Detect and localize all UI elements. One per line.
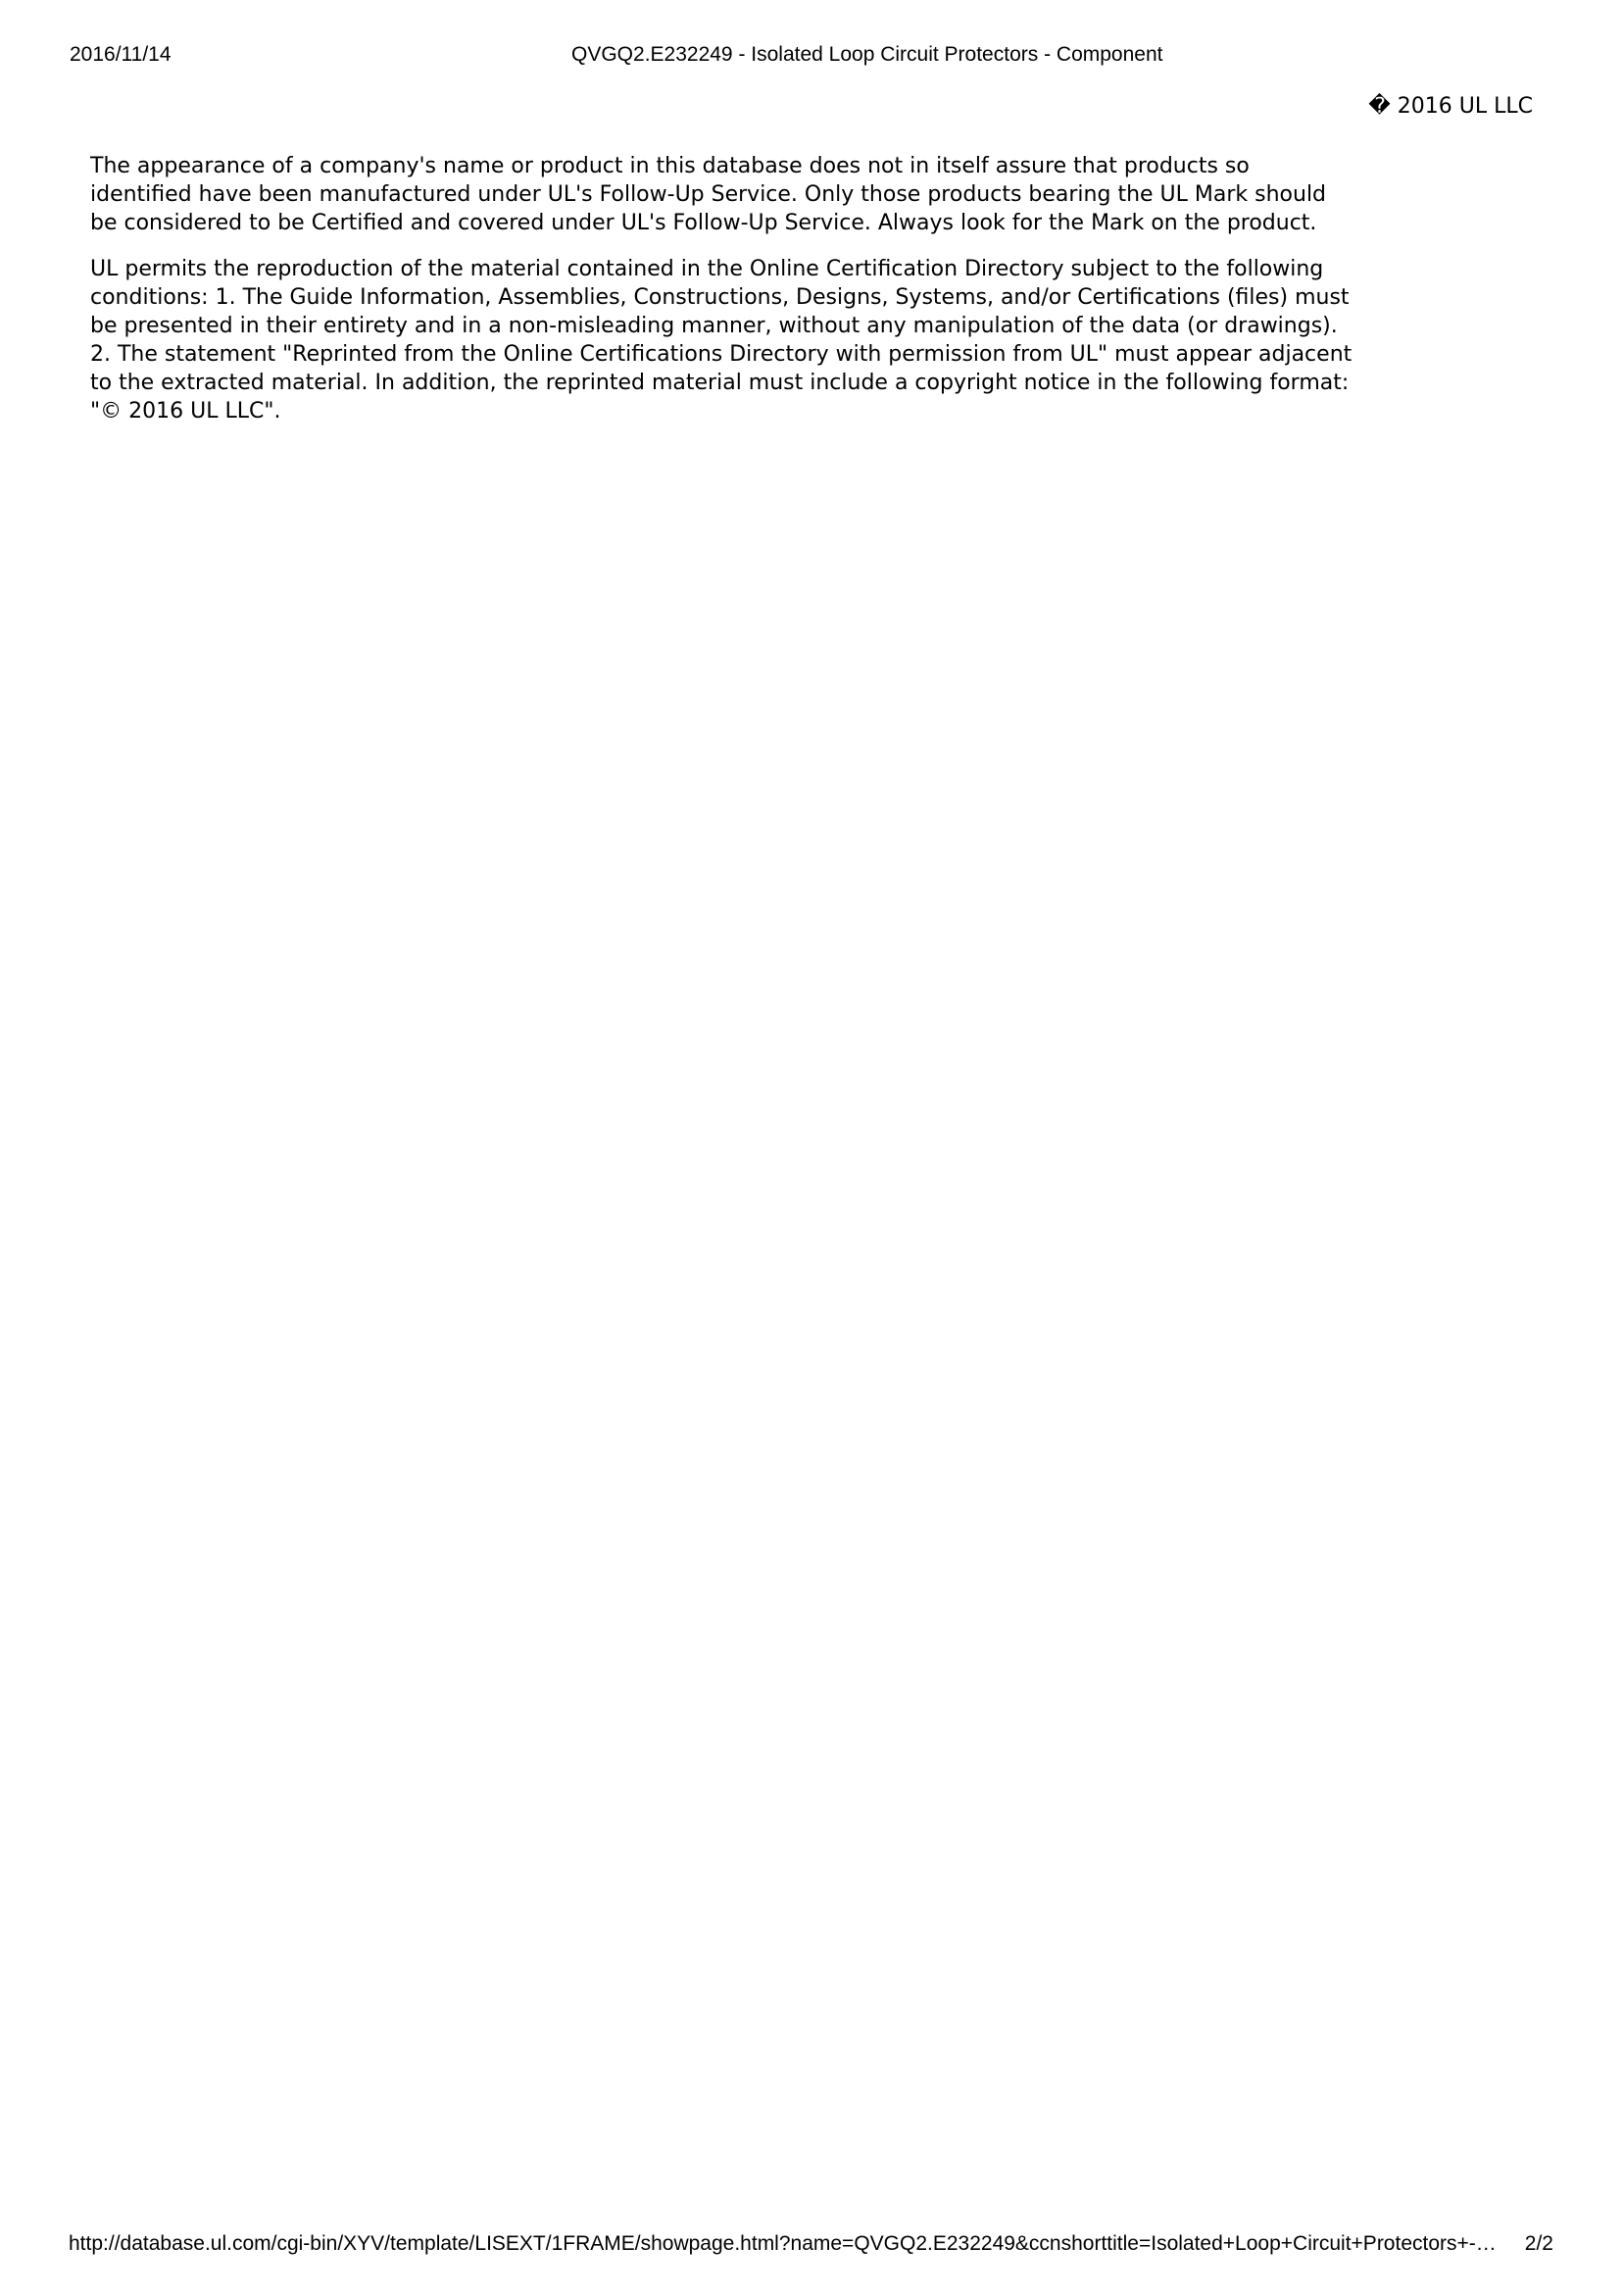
print-footer-url: http://database.ul.com/cgi-bin/XYV/template/LISEXT/1FRAME/showpage.html?name=QVGQ2.E232249&ccnshorttitle=Isolated+Loop+Circuit+Protectors+-… [69,2232,1497,2255]
print-header-title: QVGQ2.E232249 - Isolated Loop Circuit Protectors - Component [571,43,1163,66]
text-line: conditions: 1. The Guide Information, Assemblies, Constructions, Designs, Systems, and/or Certifications (files) must [90,285,1350,310]
reproduction-terms-paragraph [90,255,1533,425]
print-header-date: 2016/11/14 [70,43,172,66]
text-line: "© 2016 UL LLC". [90,399,281,424]
page-number: 2/2 [1524,2232,1553,2255]
text-line: UL permits the reproduction of the material contained in the Online Certification Directory subject to the following [90,257,1324,281]
text-line: 2. The statement "Reprinted from the Online Certifications Directory with permission from UL" must appear adjacent [90,342,1352,367]
copyright-notice: � 2016 UL LLC [1368,94,1533,119]
text-line: The appearance of a company's name or product in this database does not in itself assure that products so [90,154,1250,178]
text-line: to the extracted material. In addition, the reprinted material must include a copyright notice in the following format: [90,371,1350,395]
text-line: identified have been manufactured under UL's Follow-Up Service. Only those products bearing the UL Mark should [90,182,1327,207]
text-line: be presented in their entirety and in a non-misleading manner, without any manipulation of the data (or drawings). [90,314,1338,338]
disclaimer-paragraph [90,152,1533,237]
text-line: be considered to be Certified and covered under UL's Follow-Up Service. Always look for the Mark on the product. [90,211,1317,235]
